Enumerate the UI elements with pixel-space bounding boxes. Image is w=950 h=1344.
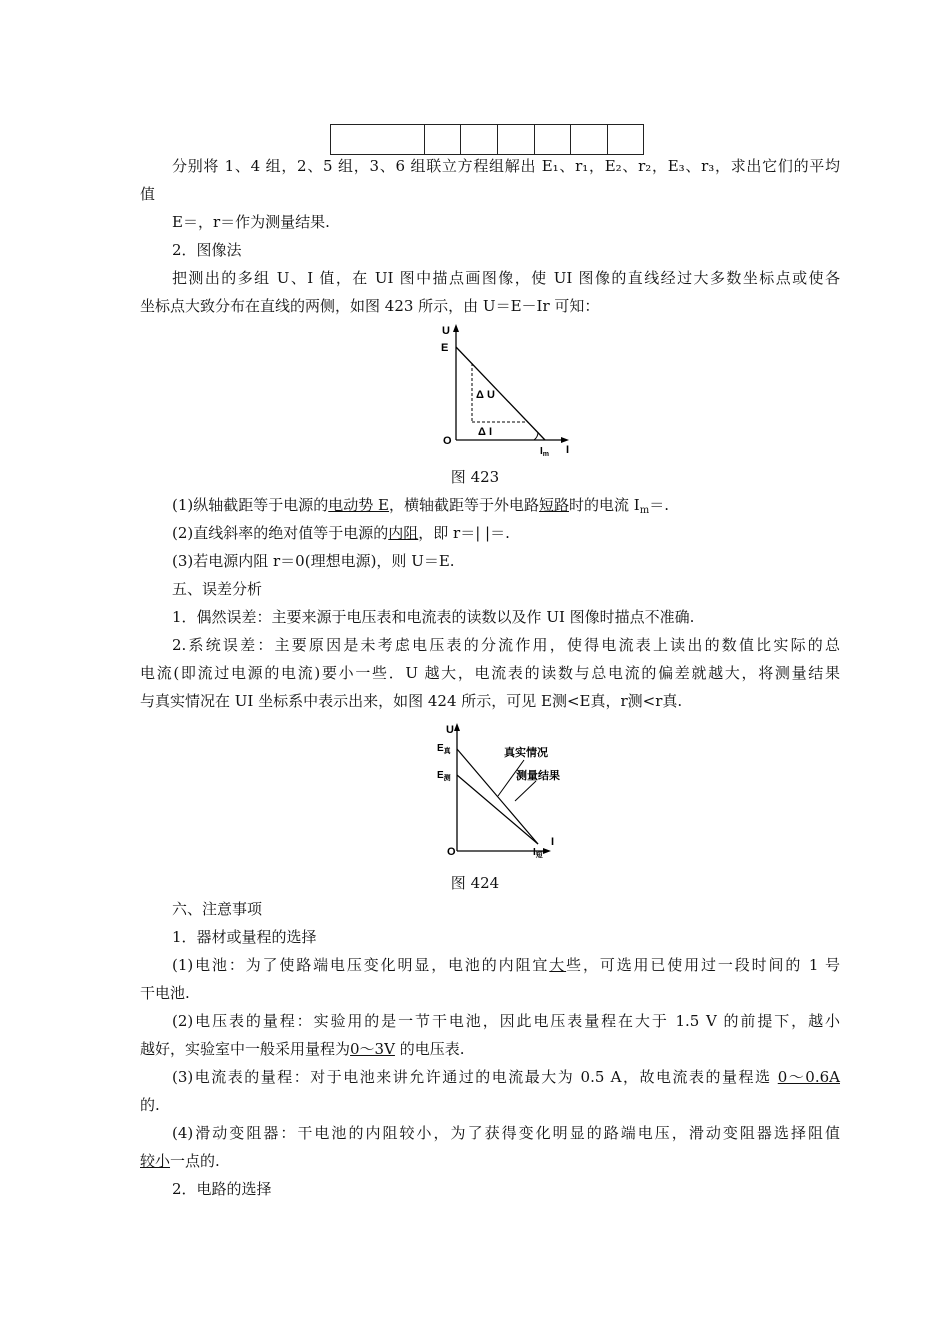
- measured-line: [457, 775, 538, 844]
- underlined-answer: 短路: [538, 496, 569, 514]
- underlined-answer: 大: [549, 956, 567, 974]
- section-heading: 1．器材或量程的选择: [172, 928, 317, 946]
- underlined-answer: 0～3V: [350, 1040, 395, 1058]
- paragraph-line: (1)电池：为了使路端电压变化明显，电池的内阻宜大些，可选用已使用过一段时间的 1 号: [172, 956, 840, 974]
- delta-u-label: Δ U: [476, 389, 495, 401]
- e-meas-label: $E_测$: [437, 770, 451, 782]
- paragraph-line: 分别将 1、4 组，2、5 组，3、6 组联立方程组解出 E₁、r₁，E₂、r₂，E₃、r₃，求出它们的平均: [172, 157, 840, 175]
- true-line: [457, 749, 538, 844]
- im-label: $I_m$: [540, 446, 550, 458]
- measured-leader: [515, 781, 536, 801]
- paragraph-line: 把测出的多组 U、I 值，在 UI 图中描点画图像，使 UI 图像的直线经过大多数坐标点或使各: [172, 269, 840, 287]
- origin-label: O: [443, 435, 452, 447]
- paragraph-line: 电流(即流过电源的电流)要小一些．U 越大，电流表的读数与总电流的偏差就越大，将测量结果: [140, 664, 840, 682]
- u-axis-label: U: [442, 325, 450, 337]
- paragraph-line: (4)滑动变阻器：干电池的内阻较小，为了获得变化明显的路端电压，滑动变阻器选择阻值: [172, 1124, 840, 1142]
- paragraph-line: 与真实情况在 UI 坐标系中表示出来，如图 424 所示，可见 E测<E真，r测<r真.: [140, 692, 683, 710]
- u-axis-label: U: [446, 724, 454, 736]
- table-cell: [608, 125, 644, 155]
- paragraph-line: 越好，实验室中一般采用量程为0～3V 的电压表.: [140, 1040, 465, 1058]
- underlined-answer: 电动势 E: [328, 496, 389, 514]
- paragraph-line: E＝，r＝作为测量结果.: [172, 213, 330, 231]
- table-row: [331, 125, 644, 155]
- paragraph-line: 1．偶然误差：主要来源于电压表和电流表的读数以及作 UI 图像时描点不准确.: [172, 608, 695, 626]
- table-cell: [425, 125, 461, 155]
- underlined-answer: 内阻: [388, 524, 419, 542]
- ui-line: [456, 347, 545, 440]
- paragraph-line: 坐标点大致分布在直线的两侧，如图 423 所示，由 U＝E－Ir 可知：: [140, 297, 600, 315]
- table-cell: [331, 125, 425, 155]
- data-table-fragment: [330, 124, 644, 155]
- paragraph-line: (1)纵轴截距等于电源的电动势 E，横轴截距等于外电路短路时的电流 $I_m=$.: [172, 496, 669, 516]
- table-cell: [535, 125, 571, 155]
- section-heading: 六、注意事项: [172, 900, 263, 918]
- figure-423-ui-graph: [430, 320, 580, 460]
- angle-arc: [534, 432, 538, 440]
- paragraph-line: 值: [140, 185, 156, 203]
- paragraph-line: (2)电压表的量程：实验用的是一节干电池，因此电压表量程在大于 1.5 V 的前提下，越小: [172, 1012, 840, 1030]
- figure-423-caption: 图 423: [450, 468, 500, 486]
- e-label: E: [441, 342, 449, 354]
- figure-424-ui-graph: [432, 718, 592, 863]
- i-axis-label: I: [566, 444, 570, 456]
- paragraph-line: (3)电流表的量程：对于电池来讲允许通过的电流最大为 0.5 A，故电流表的量程选 0～0.6A: [172, 1068, 840, 1086]
- y-axis-arrow: [454, 723, 460, 731]
- y-axis-arrow: [453, 324, 459, 332]
- e-true-label: $E_真$: [437, 743, 451, 755]
- section-heading: 2．图像法: [172, 241, 242, 259]
- true-label: 真实情况: [504, 747, 548, 759]
- i-axis-label: I: [551, 836, 555, 848]
- paragraph-line: (2)直线斜率的绝对值等于电源的内阻，即 r＝| |＝.: [172, 524, 510, 542]
- underlined-answer: 较小: [140, 1152, 171, 1170]
- paragraph-line: 的.: [140, 1096, 160, 1114]
- x-axis-arrow: [561, 437, 569, 443]
- figure-424-caption: 图 424: [450, 874, 500, 892]
- paragraph-line: 2.系统误差：主要原因是未考虑电压表的分流作用，使得电流表上读出的数值比实际的总: [172, 636, 840, 654]
- paragraph-line: 较小一点的.: [140, 1152, 220, 1170]
- section-heading: 2．电路的选择: [172, 1180, 272, 1198]
- paragraph-line: (3)若电源内阻 r＝0(理想电源)，则 U＝E.: [172, 552, 455, 570]
- measured-label: 测量结果: [516, 770, 560, 782]
- origin-label: O: [447, 846, 456, 858]
- paragraph-line: 干电池.: [140, 984, 190, 1002]
- table-cell: [571, 125, 608, 155]
- table-cell: [461, 125, 498, 155]
- x-axis-arrow: [543, 848, 551, 854]
- table-cell: [498, 125, 535, 155]
- delta-i-label: Δ I: [478, 426, 493, 438]
- ishort-label: $I_短$: [533, 847, 543, 859]
- section-heading: 五、误差分析: [172, 580, 263, 598]
- underlined-answer: 0～0.6A: [777, 1068, 840, 1086]
